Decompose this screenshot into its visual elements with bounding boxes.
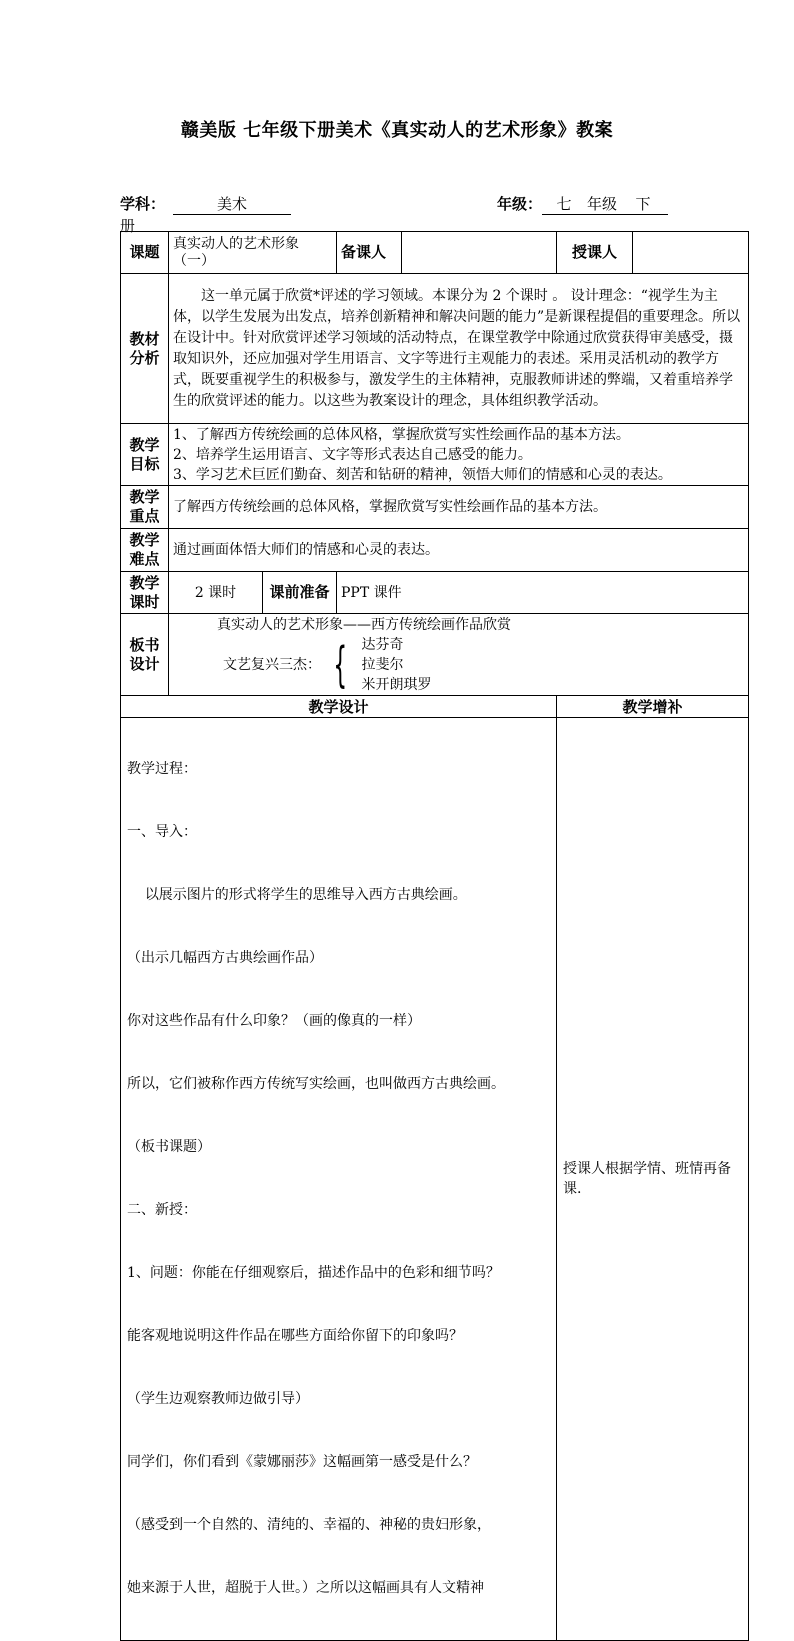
topic-value: 真实动人的艺术形象（一） [169, 232, 337, 274]
topic-label: 课题 [121, 232, 169, 274]
grade-unit: 年级 [587, 195, 618, 213]
analysis-row [121, 274, 749, 424]
subject-value: 美术 [173, 193, 291, 215]
key-points-row [121, 486, 749, 529]
board-title: 真实动人的艺术形象——西方传统绘画作品欣赏 [217, 616, 511, 633]
process-line: 一、导入： [127, 824, 197, 840]
board-name: 拉斐尔 [361, 656, 404, 673]
board-name: 米开朗琪罗 [361, 676, 432, 693]
difficulty-row [121, 529, 749, 572]
goals-list [169, 424, 749, 486]
subject-field [120, 193, 291, 215]
board-group-label: 文艺复兴三杰： [223, 656, 321, 673]
difficulty-label: 教学难点 [121, 529, 169, 572]
board-design [169, 614, 749, 696]
document-title: 赣美版 七年级下册美术《真实动人的艺术形象》教案 [180, 120, 614, 141]
process-line: （学生边观察教师边做引导） [127, 1391, 309, 1407]
subject-label: 学科： [120, 195, 166, 213]
process-line: （板书课题） [127, 1139, 211, 1155]
lecturer-value [633, 232, 749, 274]
goals-row [121, 424, 749, 486]
term-value: 下 [618, 193, 668, 215]
teaching-process [121, 718, 557, 1641]
process-line: 教学过程： [127, 761, 197, 777]
process-line: 同学们，你们看到《蒙娜丽莎》这幅画第一感受是什么？ [127, 1454, 477, 1470]
board-design-row [121, 614, 749, 696]
lesson-plan-table [120, 231, 749, 1641]
grade-value: 七 [542, 193, 586, 215]
prep-label: 课前准备 [263, 572, 337, 614]
hours-row [121, 572, 749, 614]
prep-value: PPT 课件 [337, 572, 749, 614]
goals-label: 教学目标 [121, 424, 169, 486]
board-label: 板书设计 [121, 614, 169, 696]
board-name: 达芬奇 [361, 636, 404, 653]
supplement-text: 授课人根据学情、班情再备课. [557, 718, 749, 1641]
term-continuation: 册 [120, 217, 136, 235]
process-line: 以展示图片的形式将学生的思维导入西方古典绘画。 [127, 887, 467, 903]
prep-teacher-label: 备课人 [341, 243, 387, 261]
process-line: 能客观地说明这件作品在哪些方面给你留下的印象吗？ [127, 1328, 463, 1344]
analysis-label: 教材分析 [121, 274, 169, 424]
process-line: （出示几幅西方古典绘画作品） [127, 950, 323, 966]
difficulty-text: 通过画面体悟大师们的情感和心灵的表达。 [169, 529, 749, 572]
process-line: 二、新授： [127, 1202, 197, 1218]
goal-item: 2、培养学生运用语言、文字等形式表达自己感受的能力。 [173, 446, 532, 463]
key-points-label: 教学重点 [121, 486, 169, 529]
prep-teacher-divider [401, 232, 402, 273]
process-line: 1、问题：你能在仔细观察后，描述作品中的色彩和细节吗？ [127, 1265, 500, 1281]
process-line: 所以，它们被称作西方传统写实绘画，也叫做西方古典绘画。 [127, 1076, 505, 1092]
hours-label: 教学课时 [121, 572, 169, 614]
board-names [362, 635, 432, 695]
analysis-text: 这一单元属于欣赏*评述的学习领域。本课分为 2 个课时 。 设计理念：“视学生为主体，以学生发展为出发点，培养创新精神和解决问题的能力”是新课程提倡的重要理念。所以在设计中。针对欣赏评述学习领域的活动特点，在课堂教学中除通过欣赏获得审美感受，摄取知识外，还应加强对学生用语言、文字等进行主观能力的表述。采用灵活机动的教学方式，既要重视学生的积极参与，激发学生的主体精神，克服教师讲述的弊端，又着重培养学生的欣赏评述的能力。以这些为教案设计的理念，具体组织教学活动。 [169, 274, 749, 424]
brace-icon: { [333, 636, 348, 693]
topic-row [121, 232, 749, 274]
key-points-text: 了解西方传统绘画的总体风格，掌握欣赏写实性绘画作品的基本方法。 [169, 486, 749, 529]
supplement-header: 教学增补 [557, 696, 749, 718]
process-line: 她来源于人世，超脱于人世。）之所以这幅画具有人文精神 [127, 1580, 484, 1596]
hours-value: 2 课时 [169, 572, 263, 614]
process-line: （感受到一个自然的、清纯的、幸福的、神秘的贵妇形象， [127, 1517, 491, 1533]
process-row [121, 718, 749, 1641]
design-header-row [121, 696, 749, 718]
grade-label: 年级： [497, 195, 543, 213]
goal-item: 1、了解西方传统绘画的总体风格，掌握欣赏写实性绘画作品的基本方法。 [173, 426, 630, 443]
lecturer-label: 授课人 [557, 232, 633, 274]
design-header: 教学设计 [121, 696, 557, 718]
grade-field [497, 193, 668, 215]
process-line: 你对这些作品有什么印象？（画的像真的一样） [127, 1013, 421, 1029]
goal-item: 3、学习艺术巨匠们勤奋、刻苦和钻研的精神，领悟大师们的情感和心灵的表达。 [173, 466, 672, 483]
